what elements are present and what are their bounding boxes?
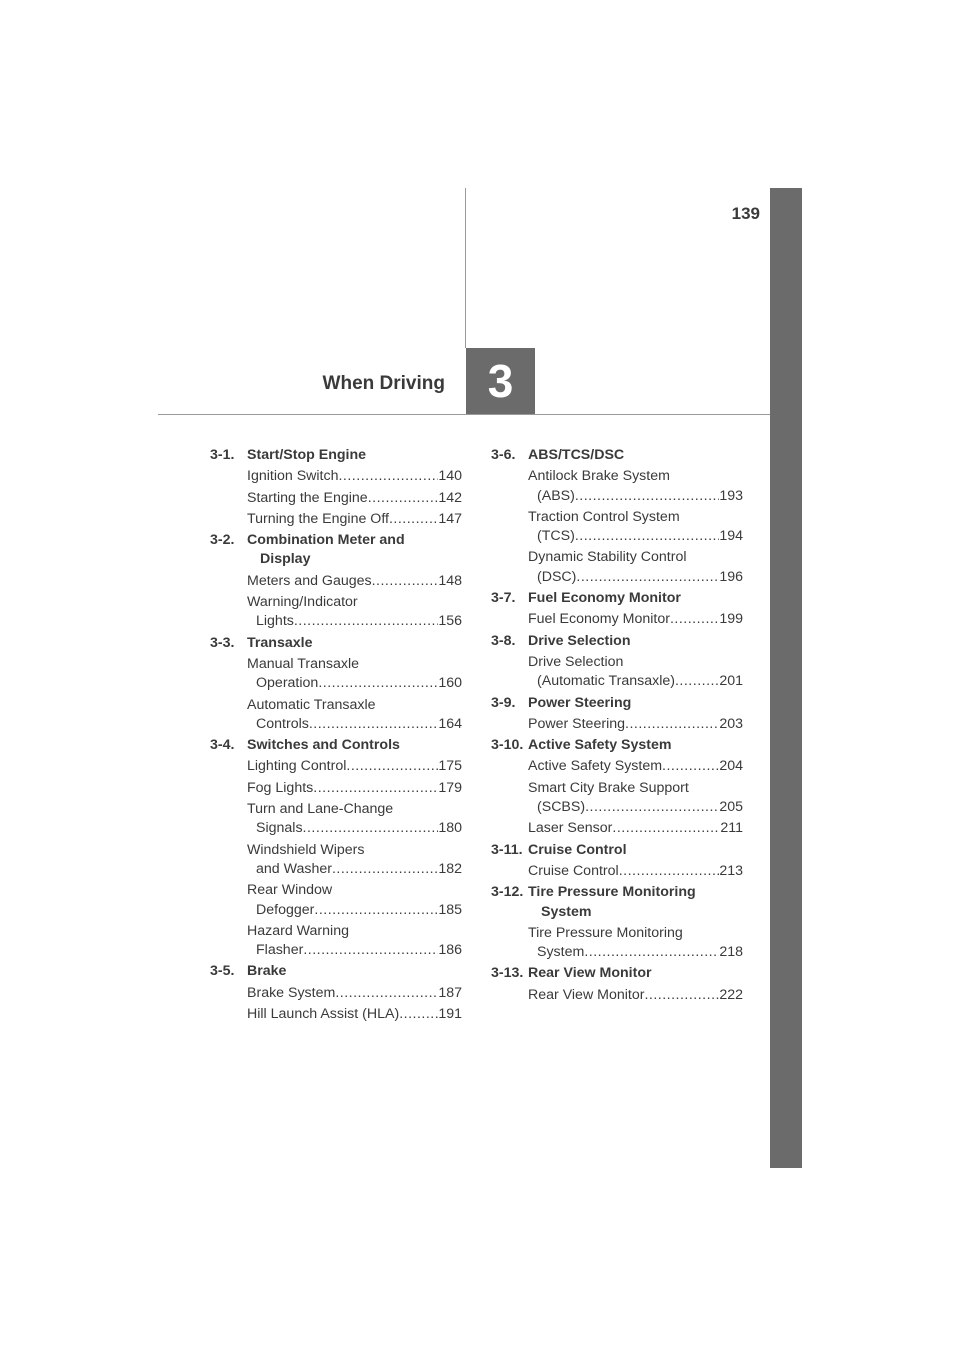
entry-line (247, 860, 462, 879)
entry-text-line: Power Steering (528, 715, 625, 732)
toc-entry[interactable] (247, 655, 462, 694)
section-title (528, 694, 743, 713)
toc-section (491, 736, 743, 838)
toc-entry[interactable] (528, 924, 743, 963)
entry-text-line: (ABS) (537, 487, 575, 504)
entry-text-line: Cruise Control (528, 862, 619, 879)
toc-entry[interactable] (247, 696, 462, 735)
dot-leader (575, 487, 719, 506)
entry-line (247, 819, 462, 838)
entry-line (528, 487, 743, 506)
entry-line (247, 941, 462, 960)
section-heading (210, 962, 462, 983)
entry-page-number: 205 (719, 799, 743, 816)
entry-line (247, 510, 462, 529)
dot-leader (619, 862, 720, 881)
toc-entry[interactable] (528, 757, 743, 776)
entry-page-number: 179 (438, 779, 462, 796)
entry-page-number: 180 (438, 820, 462, 837)
entry-text-line: Signals (256, 820, 303, 837)
entry-line (528, 862, 743, 881)
dot-leader (303, 941, 438, 960)
toc-section (210, 531, 462, 631)
section-title (528, 964, 743, 983)
entry-text-line: Turn and Lane-Change (247, 801, 394, 818)
entry-page-number: 164 (438, 715, 462, 732)
dot-leader (303, 819, 439, 838)
entry-text-line: Rear View Monitor (528, 986, 645, 1003)
entry-page-number: 203 (719, 715, 743, 732)
entry-text-line: Brake System (247, 984, 336, 1001)
toc-right-column (491, 446, 743, 1007)
entry-text-line: Traction Control System (528, 508, 680, 525)
section-title-line: Start/Stop Engine (247, 447, 367, 463)
section-title-line: ABS/TCS/DSC (528, 447, 625, 463)
dot-leader (294, 612, 438, 631)
entry-text-line: Warning/Indicator (247, 594, 358, 611)
section-title-line: Transaxle (247, 634, 313, 651)
section-title-line: Switches and Controls (247, 737, 400, 754)
toc-entry[interactable] (528, 548, 743, 587)
section-number: 3-12. (491, 884, 524, 901)
toc-entry[interactable] (528, 862, 743, 881)
dot-leader (309, 715, 438, 734)
entry-page-number: 218 (719, 944, 743, 961)
entry-page-number: 191 (438, 1006, 462, 1023)
toc-entry[interactable] (247, 779, 462, 798)
entry-line (247, 715, 462, 734)
section-title-line: Drive Selection (528, 632, 631, 649)
dot-leader (314, 901, 438, 920)
entry-line (247, 612, 462, 631)
toc-entry[interactable] (247, 800, 462, 839)
section-title (247, 962, 462, 981)
toc-entry[interactable] (247, 467, 462, 486)
entry-page-number: 147 (438, 510, 462, 527)
section-title-line: Active Safety System (528, 737, 672, 754)
entry-page-number: 148 (438, 572, 462, 589)
entry-text-line: Tire Pressure Monitoring (528, 924, 683, 941)
section-title-line: Rear View Monitor (528, 965, 652, 982)
section-number: 3-9. (491, 694, 516, 711)
toc-section (210, 446, 462, 529)
entry-page-number: 142 (438, 489, 462, 506)
dot-leader (625, 715, 719, 734)
section-title (528, 841, 743, 860)
entry-text-line: Smart City Brake Support (528, 779, 689, 796)
entry-line (528, 943, 743, 962)
section-number: 3-13. (491, 965, 524, 982)
entry-page-number: 201 (719, 673, 743, 690)
entry-line (528, 568, 743, 587)
dot-leader (332, 860, 438, 879)
dot-leader (585, 798, 719, 817)
entry-text-line: Turning the Engine Off (247, 510, 389, 527)
entry-text-line: Fog Lights (247, 779, 314, 796)
entry-text-line: (Automatic Transaxle) (537, 673, 675, 690)
section-heading (210, 446, 462, 467)
section-title-line: Brake (247, 963, 287, 980)
toc-entry[interactable] (247, 841, 462, 880)
toc-entry[interactable] (528, 610, 743, 629)
toc-section (491, 632, 743, 692)
section-heading (491, 736, 743, 757)
section-heading (491, 446, 743, 467)
entry-text-line: Rear Window (247, 882, 333, 899)
entry-line (247, 1005, 462, 1024)
toc-entry[interactable] (247, 881, 462, 920)
section-title-line: Combination Meter and (247, 532, 405, 549)
entry-line (528, 610, 743, 629)
dot-leader (662, 757, 719, 776)
entry-text-line: (TCS) (537, 528, 575, 545)
section-number: 3-4. (210, 737, 235, 754)
entry-line (247, 674, 462, 693)
entry-text-line: Controls (256, 715, 309, 732)
section-number: 3-3. (210, 634, 235, 651)
entry-text-line: Hill Launch Assist (HLA) (247, 1006, 400, 1023)
entry-text-line: Manual Transaxle (247, 655, 359, 672)
toc-entry[interactable] (247, 489, 462, 508)
toc-entry[interactable] (247, 593, 462, 632)
section-number: 3-1. (210, 447, 235, 463)
entry-page-number: 186 (438, 942, 462, 959)
dot-leader (575, 527, 720, 546)
entry-text-line: Operation (256, 675, 319, 692)
section-title (247, 446, 462, 465)
toc-section (491, 589, 743, 630)
header-vertical-rule (465, 188, 466, 348)
section-title (528, 736, 743, 755)
entry-page-number: 175 (438, 758, 462, 775)
toc-entry[interactable] (528, 467, 743, 506)
dot-leader (372, 572, 439, 591)
dot-leader (335, 984, 438, 1003)
section-title-line: System (541, 903, 592, 920)
section-number: 3-11. (491, 841, 523, 858)
entry-page-number: 199 (719, 611, 743, 628)
entry-text-line: Lights (256, 613, 294, 630)
toc-section (210, 962, 462, 1024)
dot-leader (644, 986, 719, 1005)
chapter-number-badge: 3 (466, 348, 535, 414)
entry-page-number: 156 (438, 613, 462, 630)
toc-section (491, 694, 743, 735)
toc-entry[interactable] (528, 715, 743, 734)
toc-entry[interactable] (247, 757, 462, 776)
entry-line (247, 572, 462, 591)
entry-text-line: Dynamic Stability Control (528, 549, 687, 566)
entry-page-number: 204 (719, 758, 743, 775)
entry-page-number: 222 (719, 986, 743, 1003)
entry-line (528, 527, 743, 546)
entry-text-line: (SCBS) (537, 799, 586, 816)
entry-text-line: Meters and Gauges (247, 572, 372, 589)
entry-page-number: 187 (438, 984, 462, 1001)
dot-leader (584, 943, 719, 962)
entry-text-line: and Washer (256, 860, 332, 877)
toc-section (491, 446, 743, 587)
section-title-line: Display (260, 551, 311, 568)
entry-page-number: 193 (719, 487, 743, 504)
entry-text-line: Ignition Switch (247, 468, 339, 485)
toc-section (491, 883, 743, 962)
section-number: 3-6. (491, 447, 516, 463)
section-heading (491, 964, 743, 985)
entry-line (528, 715, 743, 734)
entry-page-number: 182 (438, 860, 462, 877)
dot-leader (612, 819, 720, 838)
entry-text-line: Lighting Control (247, 758, 347, 775)
section-title (528, 446, 743, 465)
entry-line (528, 819, 743, 838)
toc-section (491, 964, 743, 1005)
section-title-line: Cruise Control (528, 841, 627, 858)
section-heading (210, 736, 462, 757)
section-title (247, 531, 462, 570)
entry-text-line: (DSC) (537, 568, 577, 585)
section-heading (491, 841, 743, 862)
entry-text-line: Hazard Warning (247, 922, 349, 939)
toc-entry[interactable] (247, 510, 462, 529)
chapter-title: When Driving (322, 373, 445, 394)
dot-leader (368, 489, 439, 508)
toc-entry[interactable] (247, 572, 462, 591)
section-title (528, 589, 743, 608)
toc-entry[interactable] (528, 653, 743, 692)
section-heading (210, 634, 462, 655)
section-number: 3-10. (491, 737, 524, 754)
entry-line (247, 757, 462, 776)
toc-entry[interactable] (247, 1005, 462, 1024)
dot-leader (576, 568, 719, 587)
entry-line (247, 779, 462, 798)
entry-page-number: 213 (719, 862, 743, 879)
toc-entry[interactable] (247, 922, 462, 961)
section-title (528, 632, 743, 651)
page-number: 139 (731, 204, 760, 223)
header-horizontal-rule (158, 414, 770, 415)
toc-section (210, 634, 462, 734)
toc-entry[interactable] (528, 819, 743, 838)
entry-text-line: Laser Sensor (528, 820, 613, 837)
dot-leader (318, 674, 438, 693)
section-heading (491, 632, 743, 653)
dot-leader (346, 757, 438, 776)
dot-leader (670, 610, 719, 629)
toc-entry[interactable] (528, 508, 743, 547)
section-title (247, 736, 462, 755)
toc-entry[interactable] (247, 984, 462, 1003)
section-number: 3-5. (210, 963, 235, 980)
section-title (528, 883, 743, 922)
section-title-line: Power Steering (528, 694, 632, 711)
entry-line (247, 489, 462, 508)
section-heading (491, 694, 743, 715)
entry-line (528, 672, 743, 691)
entry-text-line: Starting the Engine (247, 489, 368, 506)
entry-text-line: Antilock Brake System (528, 468, 670, 485)
entry-line (247, 901, 462, 920)
entry-line (528, 986, 743, 1005)
entry-text-line: Windshield Wipers (247, 841, 365, 858)
toc-section (491, 841, 743, 882)
dot-leader (399, 1005, 438, 1024)
toc-entry[interactable] (528, 779, 743, 818)
entry-page-number: 196 (719, 568, 743, 585)
toc-section (210, 736, 462, 960)
section-heading (491, 883, 743, 924)
section-title-line: Fuel Economy Monitor (528, 590, 681, 607)
entry-page-number: 211 (720, 820, 743, 837)
entry-page-number: 140 (438, 468, 462, 485)
dot-leader (313, 779, 438, 798)
dot-leader (338, 467, 438, 486)
toc-left-column (210, 446, 462, 1026)
dot-leader (675, 672, 719, 691)
entry-line (528, 757, 743, 776)
section-number: 3-7. (491, 590, 516, 607)
entry-line (528, 798, 743, 817)
entry-page-number: 194 (719, 528, 743, 545)
entry-text-line: Fuel Economy Monitor (528, 611, 670, 628)
entry-line (247, 984, 462, 1003)
entry-text-line: Automatic Transaxle (247, 696, 376, 713)
section-heading (210, 531, 462, 572)
entry-text-line: Flasher (256, 942, 304, 959)
section-title (247, 634, 462, 653)
entry-page-number: 185 (438, 901, 462, 918)
entry-text-line: System (537, 944, 585, 961)
section-title-line: Tire Pressure Monitoring (528, 884, 696, 901)
entry-text-line: Defogger (256, 901, 315, 918)
section-number: 3-2. (210, 532, 235, 549)
section-heading (491, 589, 743, 610)
entry-text-line: Active Safety System (528, 758, 663, 775)
chapter-thumb-tab (770, 188, 802, 1168)
entry-text-line: Drive Selection (528, 653, 624, 670)
dot-leader (389, 510, 438, 529)
toc-entry[interactable] (528, 986, 743, 1005)
entry-line (247, 467, 462, 486)
section-number: 3-8. (491, 632, 516, 649)
entry-page-number: 160 (438, 675, 462, 692)
